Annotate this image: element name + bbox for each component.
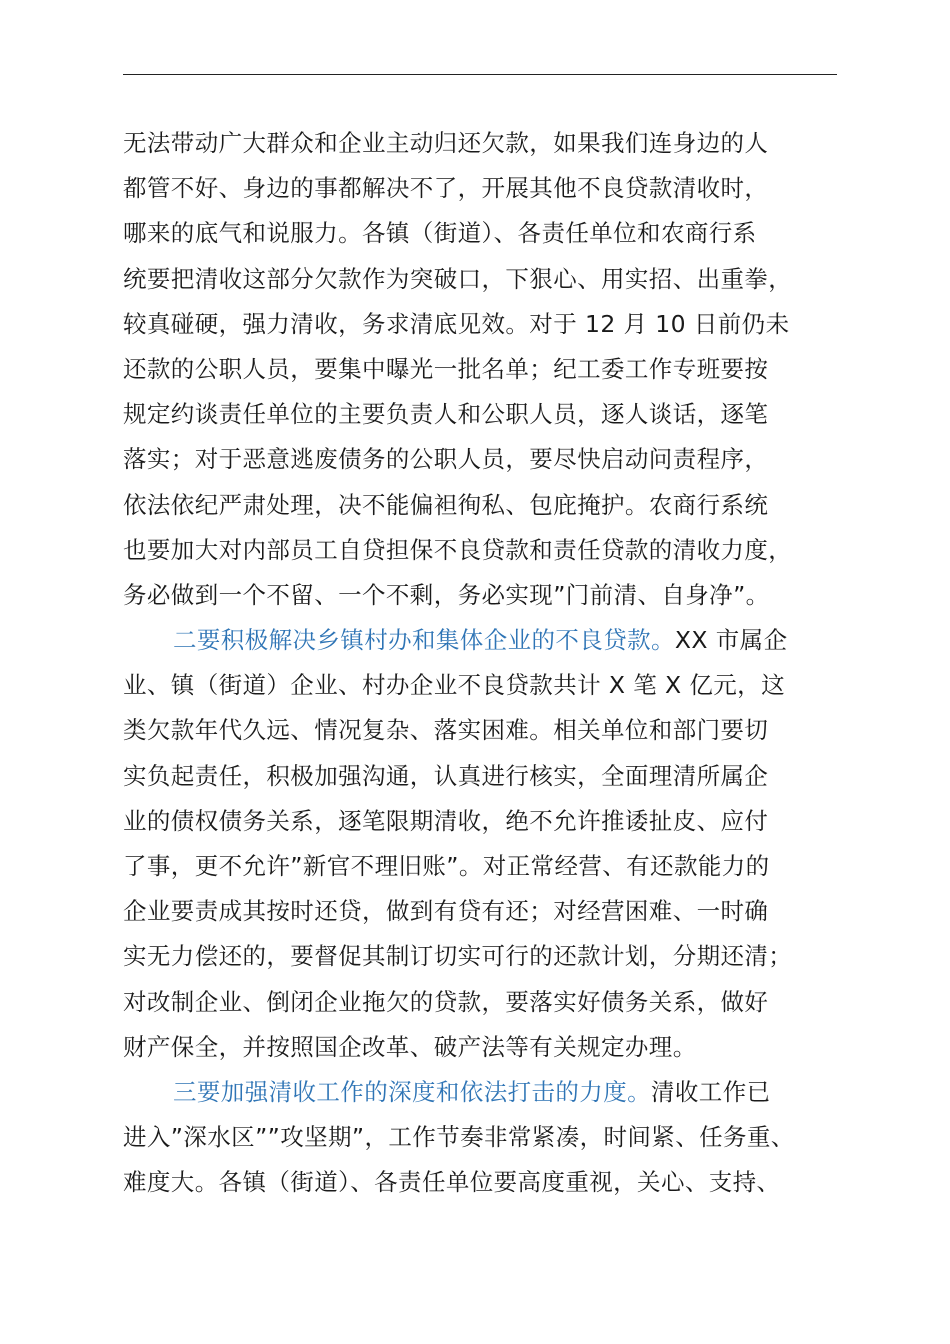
text-line: 进入”深水区””攻坚期”，工作节奏非常紧凑，时间紧、任务重、: [123, 1123, 795, 1152]
text-line: 无法带动广大群众和企业主动归还欠款，如果我们连身边的人: [123, 129, 769, 157]
text-line: 较真碰硬，强力清收，务求清底见效。对于 12 月 10 日前仍未: [123, 309, 790, 338]
text-line: 实无力偿还的，要督促其制订切实可行的还款计划，分期还清；: [123, 942, 793, 971]
section-2-heading: 二要积极解决乡镇村办和集体企业的不良贷款。: [173, 626, 675, 655]
header-rule: [123, 74, 837, 75]
text-line: 依法依纪严肃处理，决不能偏袒徇私、包庇掩护。农商行系统: [123, 490, 769, 519]
text-line: 统要把清收这部分欠款作为突破口，下狠心、用实招、出重拳，: [123, 264, 793, 293]
section-2-lead-text: XX 市属企: [674, 626, 788, 655]
text-line: 还款的公职人员，要集中曝光一批名单；纪工委工作专班要按: [123, 354, 769, 383]
text-line: 企业要责成其按时还贷，做到有贷有还；对经营困难、一时确: [123, 897, 769, 926]
section-3-lead-text: 清收工作已: [651, 1077, 771, 1106]
text-line: 也要加大对内部员工自贷担保不良贷款和责任贷款的清收力度，: [123, 535, 793, 564]
text-line: 业的债权债务关系，逐笔限期清收，绝不允许推诿扯皮、应付: [123, 806, 769, 835]
text-line: 落实；对于恶意逃废债务的公职人员，要尽快启动问责程序，: [123, 445, 769, 474]
text-line: 财产保全，并按照国企改革、破产法等有关规定办理。: [123, 1032, 697, 1061]
text-line: 类欠款年代久远、情况复杂、落实困难。相关单位和部门要切: [123, 716, 769, 745]
section-2-first-line: [123, 618, 843, 663]
section-3-first-line: [123, 1070, 843, 1115]
text-line: 务必做到一个不留、一个不剩，务必实现”门前清、自身净”。: [123, 580, 770, 609]
text-line: 难度大。各镇（街道）、各责任单位要高度重视，关心、支持、: [123, 1168, 781, 1197]
text-line: 对改制企业、倒闭企业拖欠的贷款，要落实好债务关系，做好: [123, 987, 769, 1016]
text-line: 规定约谈责任单位的主要负责人和公职人员，逐人谈话，逐笔: [123, 400, 769, 429]
text-line: 实负起责任，积极加强沟通，认真进行核实，全面理清所属企: [123, 761, 769, 790]
document-body: [123, 121, 843, 1206]
text-line: 都管不好、身边的事都解决不了，开展其他不良贷款清收时，: [123, 174, 769, 203]
section-3-heading: 三要加强清收工作的深度和依法打击的力度。: [173, 1077, 651, 1106]
text-line: 哪来的底气和说服力。各镇（街道）、各责任单位和农商行系: [123, 219, 757, 248]
text-line: 业、镇（街道）企业、村办企业不良贷款共计 X 笔 X 亿元，这: [123, 671, 785, 700]
text-line: 了事，更不允许”新官不理旧账”。对正常经营、有还款能力的: [123, 852, 770, 880]
